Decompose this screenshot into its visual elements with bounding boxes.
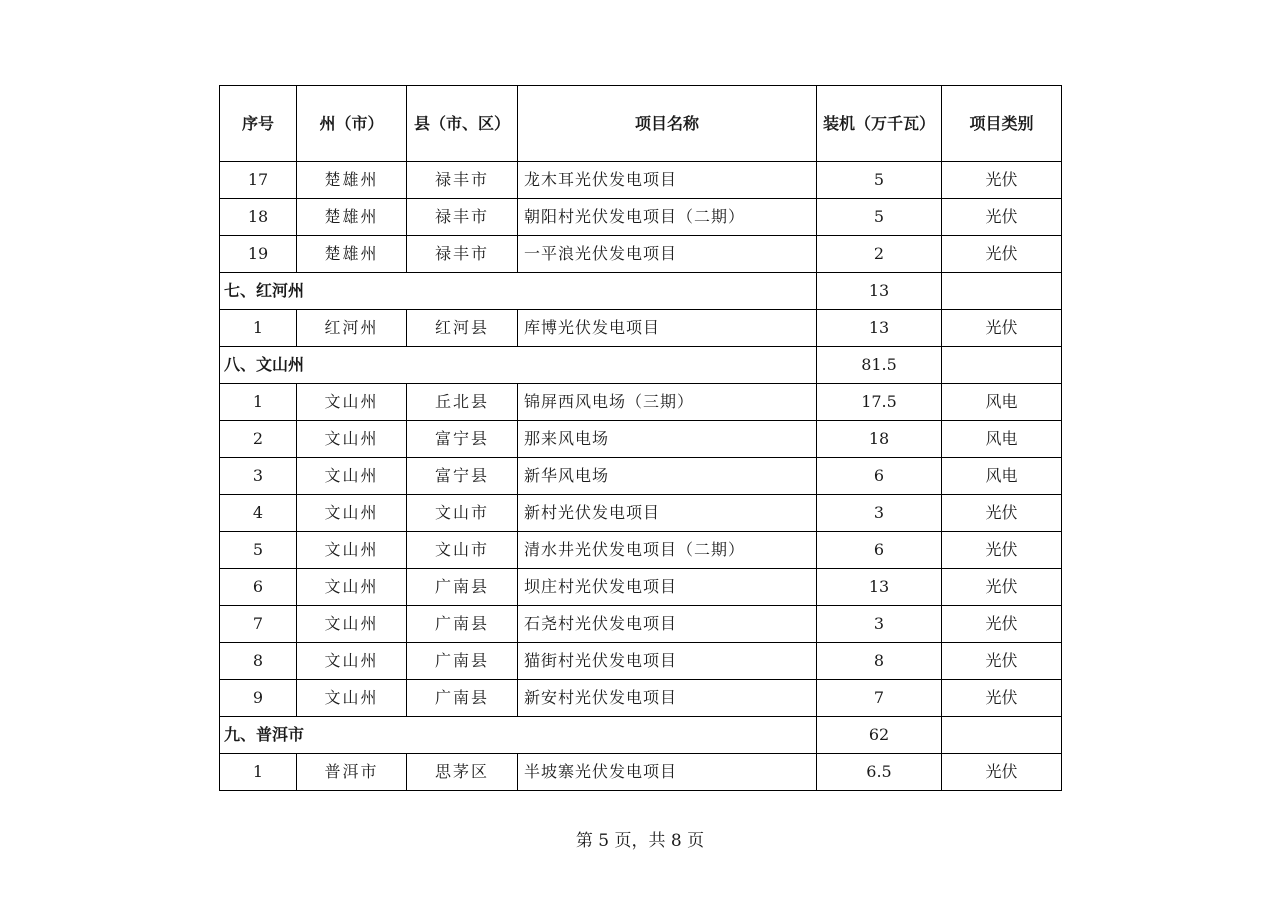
cell-seq: 1 (220, 384, 297, 421)
cell-seq: 7 (220, 606, 297, 643)
table-body (220, 162, 1062, 791)
cell-prefecture: 楚雄州 (297, 236, 407, 273)
cell-county: 富宁县 (407, 421, 518, 458)
cell-project-name: 清水井光伏发电项目（二期） (518, 532, 817, 569)
cell-category: 光伏 (942, 310, 1062, 347)
cell-project-name: 新华风电场 (518, 458, 817, 495)
cell-category: 光伏 (942, 199, 1062, 236)
group-capacity: 81.5 (817, 347, 942, 384)
cell-project-name: 半坡寨光伏发电项目 (518, 754, 817, 791)
group-category-empty (942, 717, 1062, 754)
cell-county: 红河县 (407, 310, 518, 347)
cell-project-name: 猫街村光伏发电项目 (518, 643, 817, 680)
table-row (220, 421, 1062, 458)
cell-category: 光伏 (942, 569, 1062, 606)
header-county: 县（市、区） (407, 86, 518, 162)
cell-project-name: 新安村光伏发电项目 (518, 680, 817, 717)
cell-county: 广南县 (407, 569, 518, 606)
group-category-empty (942, 273, 1062, 310)
table-row (220, 458, 1062, 495)
header-prefecture: 州（市） (297, 86, 407, 162)
cell-capacity: 17.5 (817, 384, 942, 421)
cell-seq: 9 (220, 680, 297, 717)
cell-prefecture: 文山州 (297, 532, 407, 569)
cell-prefecture: 文山州 (297, 643, 407, 680)
cell-county: 文山市 (407, 495, 518, 532)
header-row (220, 86, 1062, 162)
group-title: 九、普洱市 (220, 717, 817, 754)
cell-seq: 4 (220, 495, 297, 532)
cell-prefecture: 红河州 (297, 310, 407, 347)
cell-prefecture: 普洱市 (297, 754, 407, 791)
cell-prefecture: 文山州 (297, 458, 407, 495)
cell-project-name: 库博光伏发电项目 (518, 310, 817, 347)
cell-project-name: 那来风电场 (518, 421, 817, 458)
project-table (219, 85, 1062, 791)
cell-county: 丘北县 (407, 384, 518, 421)
cell-category: 光伏 (942, 754, 1062, 791)
cell-county: 禄丰市 (407, 162, 518, 199)
cell-project-name: 新村光伏发电项目 (518, 495, 817, 532)
cell-seq: 18 (220, 199, 297, 236)
table-row (220, 569, 1062, 606)
cell-category: 光伏 (942, 495, 1062, 532)
cell-capacity: 3 (817, 495, 942, 532)
group-capacity: 13 (817, 273, 942, 310)
group-row (220, 273, 1062, 310)
cell-project-name: 龙木耳光伏发电项目 (518, 162, 817, 199)
cell-prefecture: 文山州 (297, 680, 407, 717)
cell-project-name: 锦屏西风电场（三期） (518, 384, 817, 421)
cell-capacity: 6 (817, 532, 942, 569)
group-category-empty (942, 347, 1062, 384)
group-title: 七、红河州 (220, 273, 817, 310)
cell-capacity: 13 (817, 569, 942, 606)
page-number: 第 5 页，共 8 页 (575, 831, 705, 851)
cell-seq: 6 (220, 569, 297, 606)
cell-seq: 3 (220, 458, 297, 495)
header-project-name: 项目名称 (518, 86, 817, 162)
cell-county: 思茅区 (407, 754, 518, 791)
cell-capacity: 5 (817, 162, 942, 199)
cell-capacity: 6 (817, 458, 942, 495)
cell-project-name: 一平浪光伏发电项目 (518, 236, 817, 273)
cell-county: 富宁县 (407, 458, 518, 495)
cell-capacity: 5 (817, 199, 942, 236)
group-title: 八、文山州 (220, 347, 817, 384)
group-capacity: 62 (817, 717, 942, 754)
cell-prefecture: 文山州 (297, 495, 407, 532)
cell-seq: 1 (220, 754, 297, 791)
cell-county: 禄丰市 (407, 199, 518, 236)
header-capacity: 装机（万千瓦） (817, 86, 942, 162)
cell-prefecture: 文山州 (297, 421, 407, 458)
table-row (220, 384, 1062, 421)
table-row (220, 236, 1062, 273)
cell-project-name: 坝庄村光伏发电项目 (518, 569, 817, 606)
table-row (220, 606, 1062, 643)
table-row (220, 643, 1062, 680)
cell-seq: 19 (220, 236, 297, 273)
cell-prefecture: 文山州 (297, 384, 407, 421)
cell-prefecture: 楚雄州 (297, 162, 407, 199)
cell-category: 光伏 (942, 643, 1062, 680)
cell-prefecture: 楚雄州 (297, 199, 407, 236)
table-row (220, 162, 1062, 199)
group-row (220, 347, 1062, 384)
table-row (220, 199, 1062, 236)
header-seq: 序号 (220, 86, 297, 162)
cell-seq: 8 (220, 643, 297, 680)
cell-capacity: 13 (817, 310, 942, 347)
cell-category: 光伏 (942, 162, 1062, 199)
cell-capacity: 2 (817, 236, 942, 273)
cell-capacity: 18 (817, 421, 942, 458)
cell-project-name: 朝阳村光伏发电项目（二期） (518, 199, 817, 236)
cell-capacity: 7 (817, 680, 942, 717)
cell-county: 广南县 (407, 606, 518, 643)
cell-prefecture: 文山州 (297, 606, 407, 643)
header-category: 项目类别 (942, 86, 1062, 162)
cell-project-name: 石尧村光伏发电项目 (518, 606, 817, 643)
cell-category: 光伏 (942, 236, 1062, 273)
cell-capacity: 8 (817, 643, 942, 680)
cell-seq: 5 (220, 532, 297, 569)
group-row (220, 717, 1062, 754)
cell-capacity: 3 (817, 606, 942, 643)
cell-seq: 17 (220, 162, 297, 199)
table-row (220, 495, 1062, 532)
table-row (220, 680, 1062, 717)
table-row (220, 532, 1062, 569)
cell-seq: 2 (220, 421, 297, 458)
cell-category: 光伏 (942, 606, 1062, 643)
table-row (220, 310, 1062, 347)
table-header (220, 86, 1062, 162)
cell-county: 广南县 (407, 643, 518, 680)
cell-category: 风电 (942, 458, 1062, 495)
cell-category: 光伏 (942, 532, 1062, 569)
cell-prefecture: 文山州 (297, 569, 407, 606)
cell-county: 文山市 (407, 532, 518, 569)
cell-category: 风电 (942, 421, 1062, 458)
cell-seq: 1 (220, 310, 297, 347)
cell-county: 禄丰市 (407, 236, 518, 273)
cell-category: 风电 (942, 384, 1062, 421)
cell-county: 广南县 (407, 680, 518, 717)
cell-category: 光伏 (942, 680, 1062, 717)
table-row (220, 754, 1062, 791)
cell-capacity: 6.5 (817, 754, 942, 791)
